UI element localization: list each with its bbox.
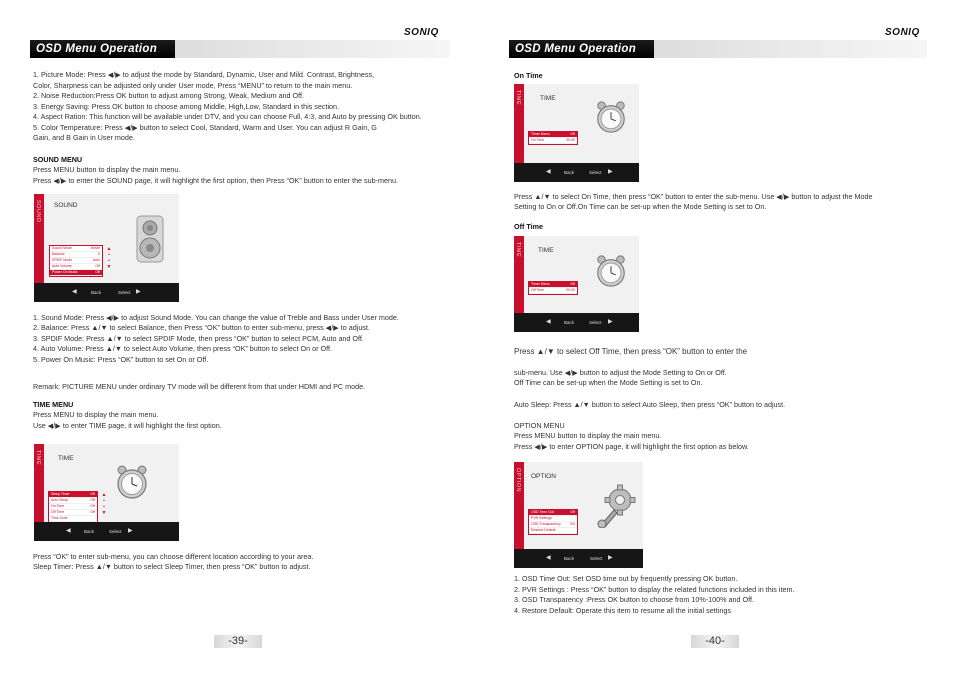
gear-wrench-icon (596, 482, 636, 528)
sound-menu-screenshot (34, 194, 179, 302)
sound-line: 4. Auto Volume: Press ▲/▼ to select Auto Volume, then press “OK” button to select On or Off. (33, 344, 332, 353)
menu-row[interactable] (529, 528, 577, 534)
auto-sleep-line: Auto Sleep: Press ▲/▼ button to select Auto Sleep, then press “OK” button to adjust. (514, 400, 786, 409)
on-time-side-label: TIME (515, 90, 521, 106)
back-label: Back (564, 320, 575, 325)
select-label: Select (589, 170, 602, 175)
option-menu-heading: OPTION MENU (514, 421, 565, 430)
time-menu-list (48, 491, 98, 523)
menu-row-label: PVR Settings (531, 516, 552, 520)
time-screen-title: TIME (58, 455, 74, 462)
time-menu-heading: TIME MENU (33, 400, 74, 409)
option-line: 2. PVR Settings : Press “OK” button to display the related functions included in this item. (514, 585, 795, 594)
off-time-line: sub-menu. Use ◀/▶ button to adjust the Mode Setting to On or Off. (514, 368, 727, 377)
menu-row-value: Off (570, 510, 575, 514)
menu-row-value: 00:00 (566, 288, 575, 292)
sound-intro-line: Press MENU button to display the main menu. (33, 165, 181, 174)
forward-arrow-icon[interactable]: ▶ (128, 528, 133, 534)
on-time-screen-title: TIME (540, 95, 556, 102)
menu-row-value: Off (90, 504, 95, 508)
select-label: Select (590, 556, 603, 561)
menu-row-label: Sleep Timer (51, 492, 70, 496)
remark-text: Remark: PICTURE MENU under ordinary TV mode will be different from that under HDMI and PC mode. (33, 382, 366, 391)
menu-row-selected[interactable] (50, 270, 102, 276)
off-time-screenshot (514, 236, 639, 332)
left-header-title: OSD Menu Operation (30, 40, 175, 58)
menu-row-value: Off (570, 132, 575, 136)
option-line: 1. OSD Time Out: Set OSD time out by frequently pressing OK button. (514, 574, 738, 583)
picture-line: 5. Color Temperature: Press ◀/▶ button to select Cool, Standard, Warm and User. You can adjust R Gain, G (33, 123, 377, 132)
menu-row-value: 0% (569, 522, 575, 526)
sound-line: 2. Balance: Press ▲/▼ to select Balance, then Press “OK” button to enter sub-menu, press ◀/▶ to adjust. (33, 323, 370, 332)
right-header-title: OSD Menu Operation (509, 40, 654, 58)
menu-row[interactable] (529, 138, 577, 144)
menu-row-value: Off (90, 498, 95, 502)
on-time-screen-footer (514, 163, 639, 182)
option-line: 4. Restore Default: Operate this item to resume all the initial settings (514, 606, 731, 615)
back-arrow-icon[interactable]: ◀ (72, 289, 77, 295)
time-screen-footer (34, 522, 179, 541)
menu-row-label: Timer Menu (531, 132, 550, 136)
speaker-icon (135, 214, 165, 264)
scroll-arrows-icon: ▲ • • ▼ (106, 246, 112, 270)
time-side-label: TIME (35, 450, 41, 466)
menu-row-label: Power On Music (52, 270, 78, 274)
off-time-heading: Off Time (514, 222, 544, 231)
picture-line: 3. Energy Saving: Press OK button to choose among Middle, High,Low, Standard in this section. (33, 102, 340, 111)
menu-row-value: Off (95, 270, 100, 274)
off-time-main-line: Press ▲/▼ to select Off Time, then press “OK” button to enter the (514, 347, 748, 356)
menu-row-value: Off (95, 264, 100, 268)
sound-menu-list (49, 245, 103, 277)
off-time-screen-title: TIME (538, 247, 554, 254)
menu-row-label: On Time (51, 504, 65, 508)
alarm-clock-icon (594, 100, 628, 134)
back-arrow-icon[interactable]: ◀ (546, 169, 551, 175)
sound-line: 3. SPDIF Mode: Press ▲/▼ to select SPDIF Mode, then press “OK” button to select PCM, Auto and Off. (33, 334, 364, 343)
sound-screen-footer (34, 283, 179, 302)
select-label: Select (118, 290, 131, 295)
menu-row-label: Off Time (51, 510, 65, 514)
menu-row-label: SPDIF Mode (52, 258, 73, 262)
menu-row-label: OSD Transparency (531, 522, 561, 526)
menu-row-label: Sound Mode (52, 246, 72, 250)
menu-row-label: Timer Menu (531, 282, 550, 286)
menu-row-label: Auto Volume (52, 264, 72, 268)
scroll-arrows-icon: ▲ • • ▼ (101, 492, 107, 516)
menu-row-label: OSD Time Out (531, 510, 554, 514)
menu-row[interactable] (529, 288, 577, 294)
sound-line: 1. Sound Mode: Press ◀/▶ to adjust Sound Mode. You can change the value of Treble and Bass under User mode. (33, 313, 399, 322)
back-arrow-icon[interactable]: ◀ (66, 528, 71, 534)
off-time-line: Off Time can be set-up when the Mode Setting is set to On. (514, 378, 703, 387)
menu-row-value: Movie (90, 246, 100, 250)
menu-row-value: Off (90, 510, 95, 514)
sound-side-label: SOUND (35, 200, 41, 223)
sound-menu-heading: SOUND MENU (33, 155, 83, 164)
back-label: Back (84, 529, 95, 534)
alarm-clock-icon (594, 254, 628, 288)
left-brand-logo: SONIQ (404, 27, 439, 38)
back-arrow-icon[interactable]: ◀ (546, 319, 551, 325)
sound-intro-line: Press ◀/▶ to enter the SOUND page, it will highlight the first option, then Press “OK” button to enter the sub-menu. (33, 176, 399, 185)
left-header-bar (30, 40, 450, 58)
menu-row-label: On Time (531, 138, 545, 142)
option-line: 3. OSD Transparency :Press OK button to choose from 10%-100% and Off. (514, 595, 754, 604)
sound-line: 5. Power On Music: Press “OK” button to set On or Off. (33, 355, 209, 364)
back-label: Back (564, 170, 575, 175)
menu-row-value: Auto (92, 258, 100, 262)
right-brand-logo: SONIQ (885, 27, 920, 38)
time-intro-line: Press MENU to display the main menu. (33, 410, 159, 419)
right-page-number: -40- (691, 635, 739, 648)
menu-row-label: Balance (52, 252, 65, 256)
back-label: Back (91, 290, 102, 295)
picture-line: 4. Aspect Ration: This function will be available under DTV, and you can choose Full, 4:3, and Auto by pressing OK button. (33, 112, 422, 121)
option-screen-footer (514, 549, 643, 568)
forward-arrow-icon[interactable]: ▶ (608, 169, 613, 175)
forward-arrow-icon[interactable]: ▶ (608, 319, 613, 325)
picture-line: Color, Sharpness can be adjusted only under User mode, Press “MENU” to return to the main menu. (33, 81, 353, 90)
off-time-menu-list (528, 281, 578, 295)
menu-row-label: Auto Sleep (51, 498, 69, 502)
menu-row-value: Off (90, 492, 95, 496)
off-time-screen-footer (514, 313, 639, 332)
menu-row-value: 0 (98, 252, 100, 256)
on-time-screenshot (514, 84, 639, 182)
menu-row-label: Restore Default (531, 528, 556, 532)
option-intro-line: Press ◀/▶ to enter OPTION page, it will highlight the first option as below. (514, 442, 749, 451)
back-arrow-icon[interactable]: ◀ (546, 555, 551, 561)
alarm-clock-icon (114, 464, 150, 500)
right-header-bar (509, 40, 927, 58)
on-time-line: Press ▲/▼ to select On Time, then press “OK” button to enter the sub-menu. Use ◀/▶ button to adjust the Mode (514, 192, 873, 201)
on-time-line: Setting to On or Off.On Time can be set-up when the Mode Setting is set to On. (514, 202, 767, 211)
off-time-side-label: TIME (515, 242, 521, 258)
on-time-menu-list (528, 131, 578, 145)
picture-line: Gain, and B Gain in User mode. (33, 133, 135, 142)
select-label: Select (589, 320, 602, 325)
picture-line: 2. Noise Reduction:Press OK button to adjust among Strong, Weak, Medium and Off. (33, 91, 305, 100)
forward-arrow-icon[interactable]: ▶ (608, 555, 613, 561)
sound-screen-title: SOUND (54, 202, 78, 209)
on-time-heading: On Time (514, 71, 543, 80)
select-label: Select (109, 529, 122, 534)
forward-arrow-icon[interactable]: ▶ (136, 289, 141, 295)
menu-row-value: 00:00 (566, 138, 575, 142)
time-menu-screenshot (34, 444, 179, 541)
menu-row-label: Off Time (531, 288, 545, 292)
time-line: Sleep Timer: Press ▲/▼ button to select Sleep Timer, then press “OK” button to adjust. (33, 562, 311, 571)
menu-row-label: Time Zone (51, 516, 68, 520)
time-intro-line: Use ◀/▶ to enter TIME page, it will highlight the first option. (33, 421, 222, 430)
option-menu-screenshot (514, 462, 643, 568)
time-line: Press “OK” to enter sub-menu, you can choose different location according to your area. (33, 552, 314, 561)
left-page-number: -39- (214, 635, 262, 648)
option-screen-title: OPTION (531, 473, 556, 480)
back-label: Back (564, 556, 575, 561)
picture-line: 1. Picture Mode: Press ◀/▶ to adjust the mode by Standard, Dynamic, User and Mild. Contrast, Brightness, (33, 70, 375, 79)
menu-row-value: Off (570, 282, 575, 286)
option-menu-list (528, 509, 578, 535)
option-intro-line: Press MENU button to display the main menu. (514, 431, 662, 440)
option-side-label: OPTION (515, 468, 521, 493)
